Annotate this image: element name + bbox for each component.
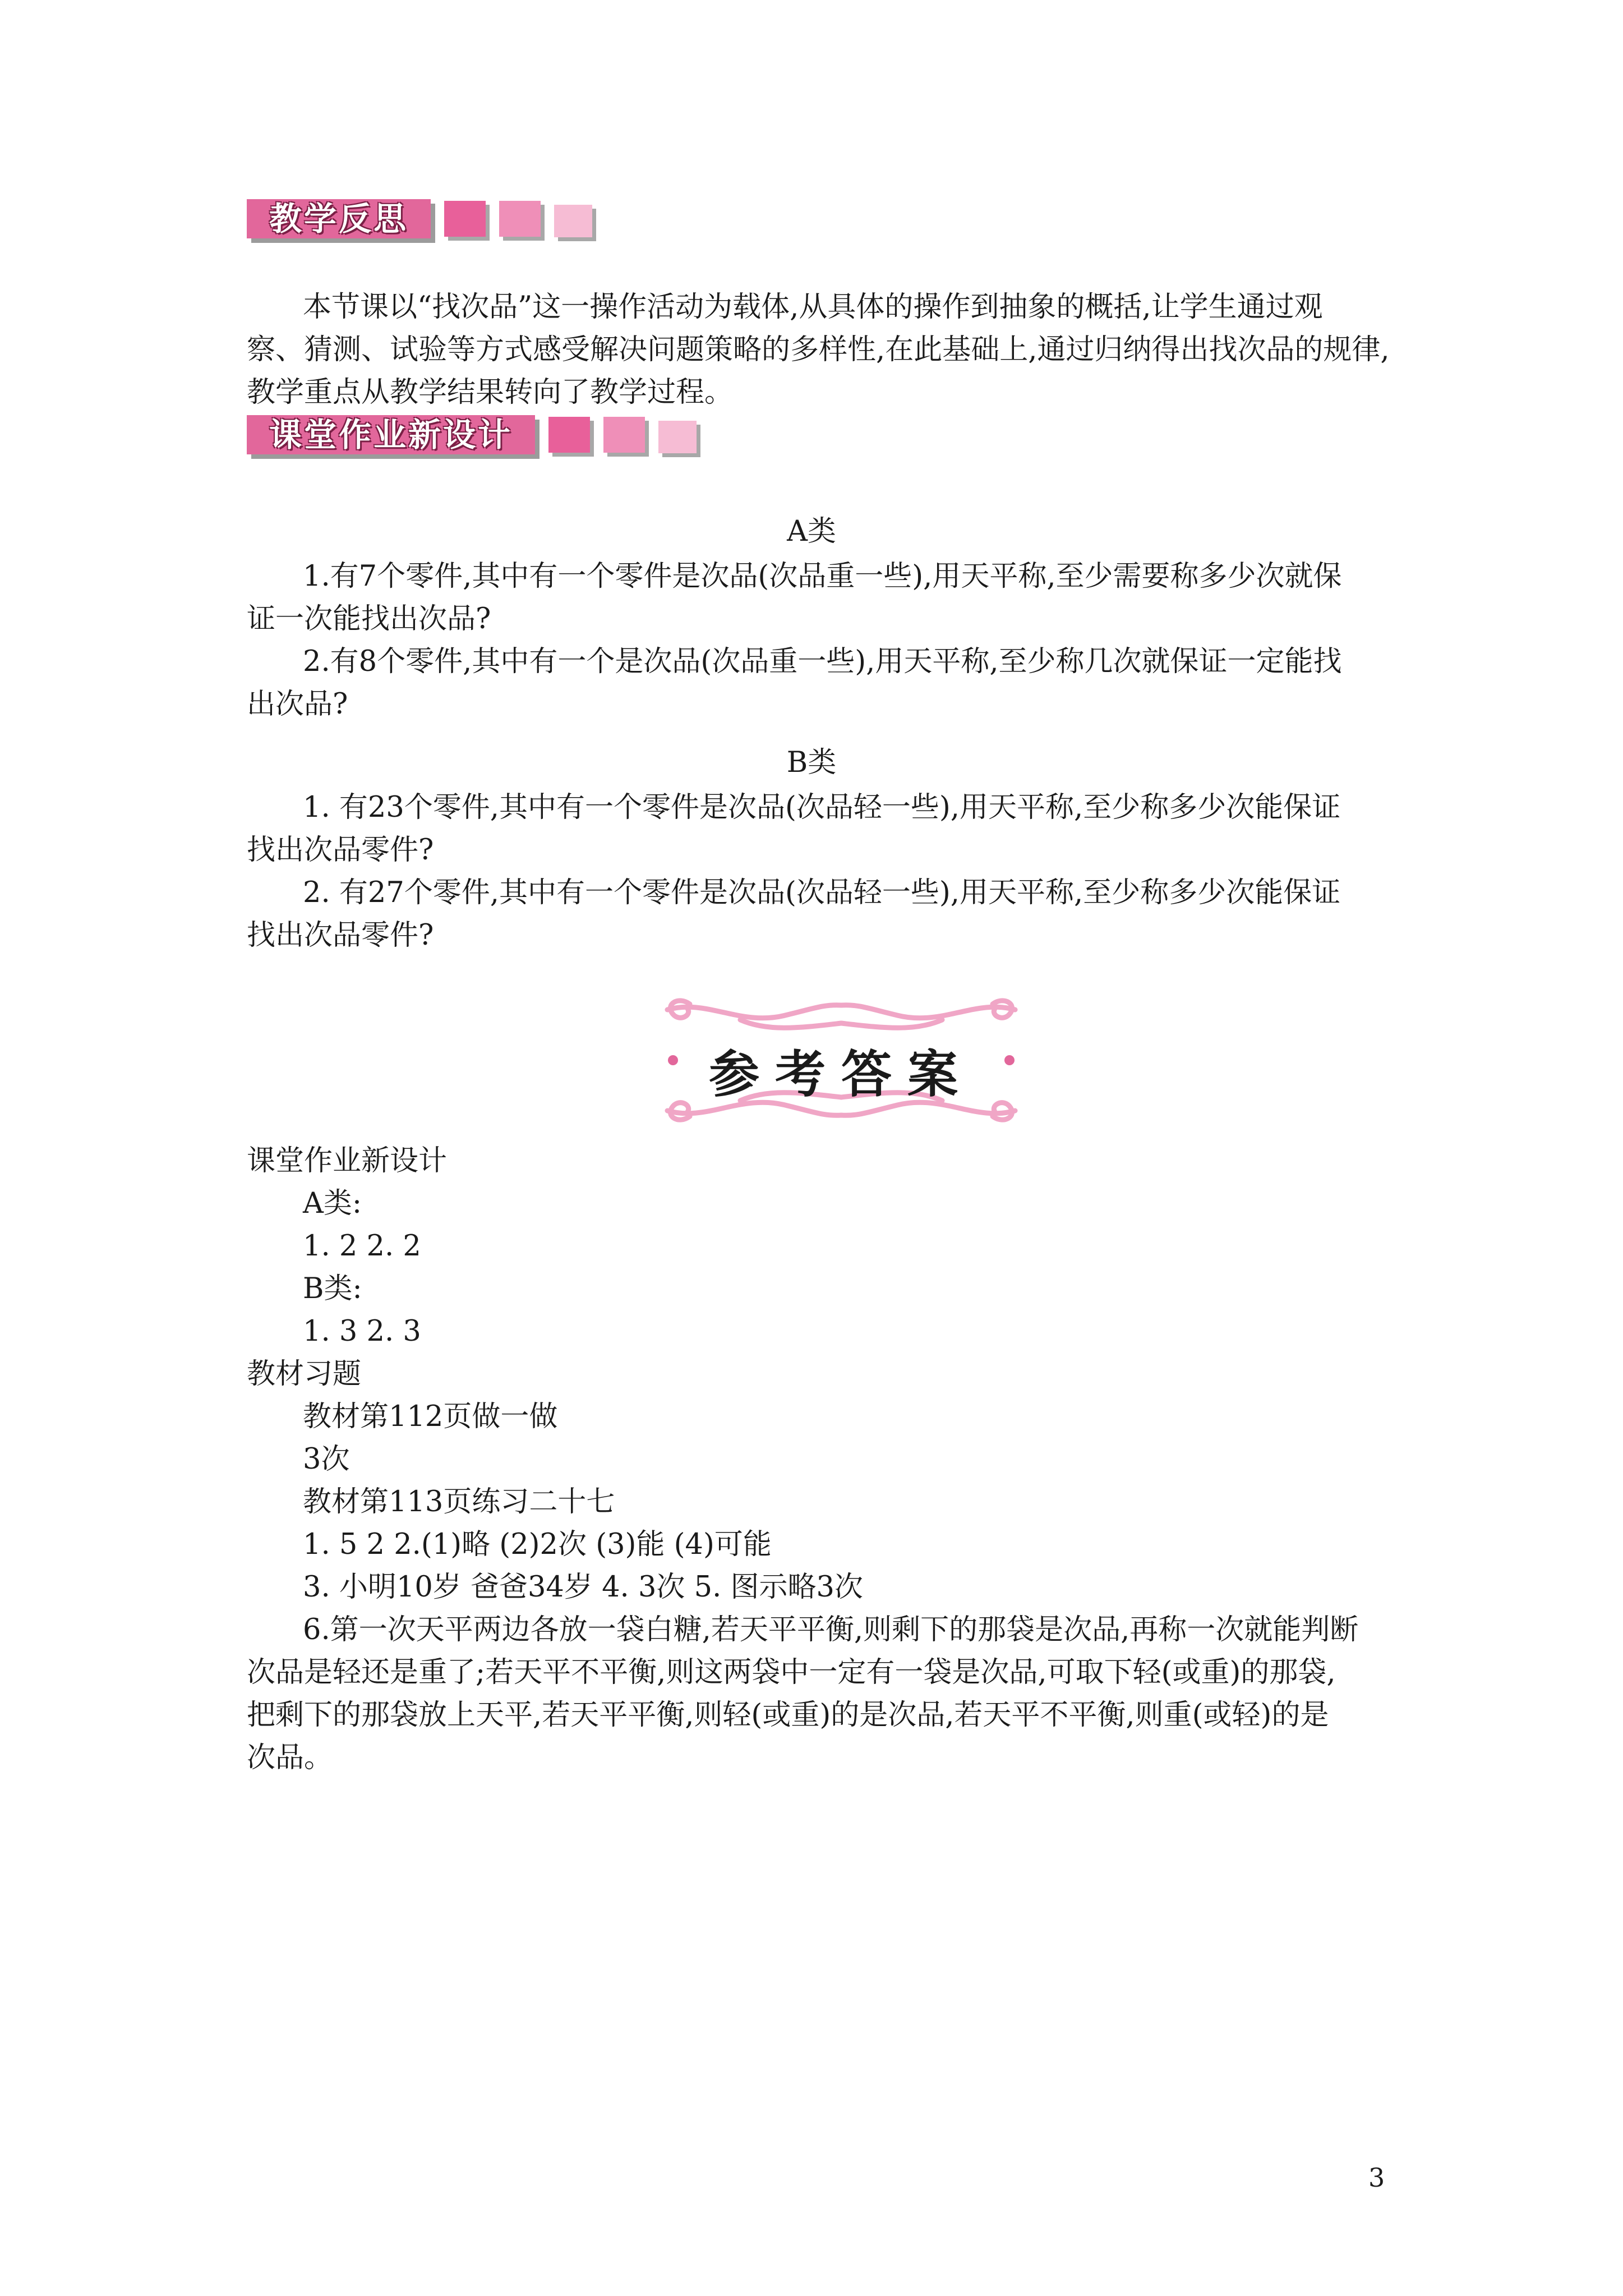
section-header-reflection bbox=[247, 199, 592, 244]
section-header-homework bbox=[247, 415, 697, 460]
reflection-line: 教学重点从教学结果转向了教学过程。 bbox=[247, 376, 734, 409]
answer-line: 3次 bbox=[303, 1443, 350, 1476]
decor-square bbox=[658, 421, 697, 453]
answer-line: 次品。 bbox=[247, 1741, 333, 1774]
answer-line: 教材第112页做一做 bbox=[303, 1400, 558, 1433]
answer-line: 6.第一次天平两边各放一袋白糖,若天平平衡,则剩下的那袋是次品,再称一次就能判断 bbox=[303, 1613, 1359, 1646]
answer-line: 1. 3 2. 3 bbox=[303, 1315, 421, 1348]
answer-line: 教材第113页练习二十七 bbox=[303, 1485, 615, 1519]
reflection-line: 察、猜测、试验等方式感受解决问题策略的多样性,在此基础上,通过归纳得出找次品的规律, bbox=[247, 333, 1390, 366]
homework-line: 1. 有23个零件,其中有一个零件是次品(次品轻一些),用天平称,至少称多少次能保证 bbox=[303, 791, 1341, 824]
section-title: 课堂作业新设计 bbox=[247, 415, 535, 454]
category-heading-a: A类 bbox=[787, 515, 836, 548]
category-heading-b: B类 bbox=[786, 746, 837, 779]
homework-line: 找出次品零件? bbox=[247, 919, 434, 952]
answer-line: 把剩下的那袋放上天平,若天平平衡,则轻(或重)的是次品,若天平不平衡,则重(或轻)的是 bbox=[247, 1699, 1329, 1732]
answer-line: 次品是轻还是重了;若天平不平衡,则这两袋中一定有一袋是次品,可取下轻(或重)的那袋, bbox=[247, 1656, 1336, 1689]
section-title: 教学反思 bbox=[247, 199, 431, 238]
decor-square bbox=[603, 417, 645, 453]
homework-line: 2.有8个零件,其中有一个是次品(次品重一些),用天平称,至少称几次就保证一定能找 bbox=[303, 645, 1342, 678]
answer-line: 教材习题 bbox=[247, 1358, 362, 1391]
reflection-line: 本节课以“找次品”这一操作活动为载体,从具体的操作到抽象的概括,让学生通过观 bbox=[303, 291, 1323, 324]
homework-line: 找出次品零件? bbox=[247, 834, 434, 867]
answer-line: A类: bbox=[303, 1187, 362, 1220]
answer-line: 课堂作业新设计 bbox=[247, 1144, 448, 1177]
answer-line: 3. 小明10岁 爸爸34岁 4. 3次 5. 图示略3次 bbox=[303, 1571, 863, 1604]
answer-line: 1. 5 2 2.(1)略 (2)2次 (3)能 (4)可能 bbox=[303, 1528, 772, 1561]
homework-line: 1.有7个零件,其中有一个零件是次品(次品重一些),用天平称,至少需要称多少次就保 bbox=[303, 560, 1342, 593]
answer-line: B类: bbox=[303, 1272, 362, 1305]
decor-square bbox=[444, 201, 486, 237]
decor-square bbox=[548, 417, 590, 453]
homework-line: 出次品? bbox=[247, 688, 348, 721]
decor-square bbox=[499, 201, 541, 237]
decor-square bbox=[554, 205, 592, 237]
page-number: 3 bbox=[1368, 2162, 1385, 2193]
homework-line: 2. 有27个零件,其中有一个零件是次品(次品轻一些),用天平称,至少称多少次能保证 bbox=[303, 876, 1341, 909]
homework-line: 证一次能找出次品? bbox=[247, 602, 491, 636]
answer-line: 1. 2 2. 2 bbox=[303, 1230, 421, 1263]
answer-title: 参考答案 bbox=[709, 1045, 974, 1104]
